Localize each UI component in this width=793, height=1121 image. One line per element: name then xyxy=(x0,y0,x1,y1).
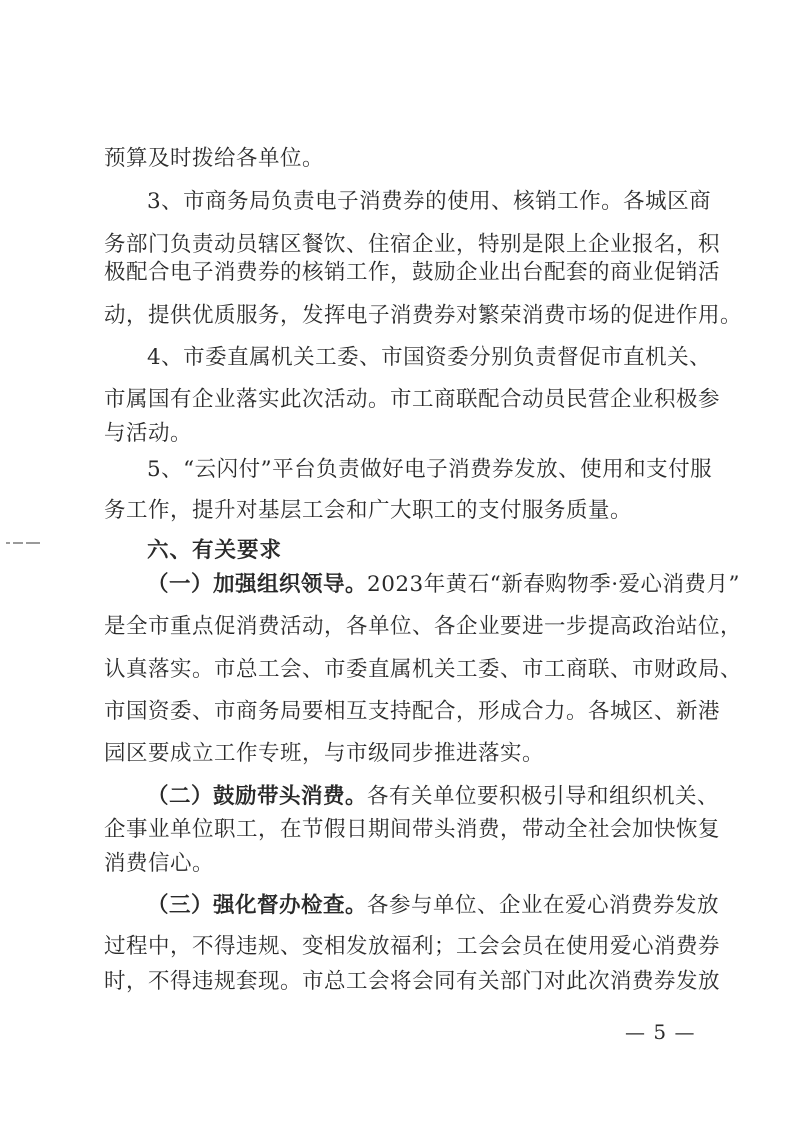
text-line: 4、市委直属机关工委、市国资委分别负责督促市直机关、 xyxy=(147,345,712,370)
text-line: 5、“云闪付”平台负责做好电子消费券发放、使用和支付服 xyxy=(147,457,713,482)
text-line: 务工作，提升对基层工会和广大职工的支付服务质量。 xyxy=(104,498,633,523)
text-line: 认真落实。市总工会、市委直属机关工委、市工商联、市财政局、 xyxy=(104,657,743,682)
text-line: 预算及时拨给各单位。 xyxy=(104,146,325,171)
text-line: 时，不得违规套现。市总工会将会同有关部门对此次消费券发放 xyxy=(104,969,721,994)
text-line: 消费信心。 xyxy=(104,851,215,876)
paragraph-title: （二）鼓励带头消费。 xyxy=(147,784,368,809)
text-line: 过程中，不得违规、变相发放福利；工会会员在使用爱心消费券 xyxy=(104,934,721,959)
text-line: 与活动。 xyxy=(104,421,193,446)
text-line: 市属国有企业落实此次活动。市工商联配合动员民营企业积极参 xyxy=(104,387,721,412)
text-line: 园区要成立工作专班，与市级同步推进落实。 xyxy=(104,741,545,766)
text-line: 极配合电子消费券的核销工作，鼓励企业出台配套的商业促销活 xyxy=(104,260,721,285)
paragraph-first-line: （三）强化督办检查。各参与单位、企业在爱心消费券发放 xyxy=(147,893,720,918)
scan-mark xyxy=(6,540,42,546)
text-line: 3、市商务局负责电子消费券的使用、核销工作。各城区商 xyxy=(147,189,712,214)
section-heading: 六、有关要求 xyxy=(147,538,283,563)
text-line: 动，提供优质服务，发挥电子消费券对繁荣消费市场的促进作用。 xyxy=(104,303,743,328)
paragraph-first-line: （一）加强组织领导。2023年黄石“新春购物季·爱心消费月” xyxy=(147,572,741,597)
text-line: 市国资委、市商务局要相互支持配合，形成合力。各城区、新港 xyxy=(104,699,721,724)
paragraph-first-line: （二）鼓励带头消费。各有关单位要积极引导和组织机关、 xyxy=(147,784,720,809)
text-line: 企事业单位职工，在节假日期间带头消费，带动全社会加快恢复 xyxy=(104,817,721,842)
text-line: 务部门负责动员辖区餐饮、住宿企业，特别是限上企业报名，积 xyxy=(104,232,721,257)
paragraph-title: （一）加强组织领导。 xyxy=(147,572,368,597)
paragraph-title: （三）强化督办检查。 xyxy=(147,893,368,918)
page-number: — 5 — xyxy=(625,1020,696,1044)
text-line: 是全市重点促消费活动，各单位、各企业要进一步提高政治站位， xyxy=(104,614,743,639)
